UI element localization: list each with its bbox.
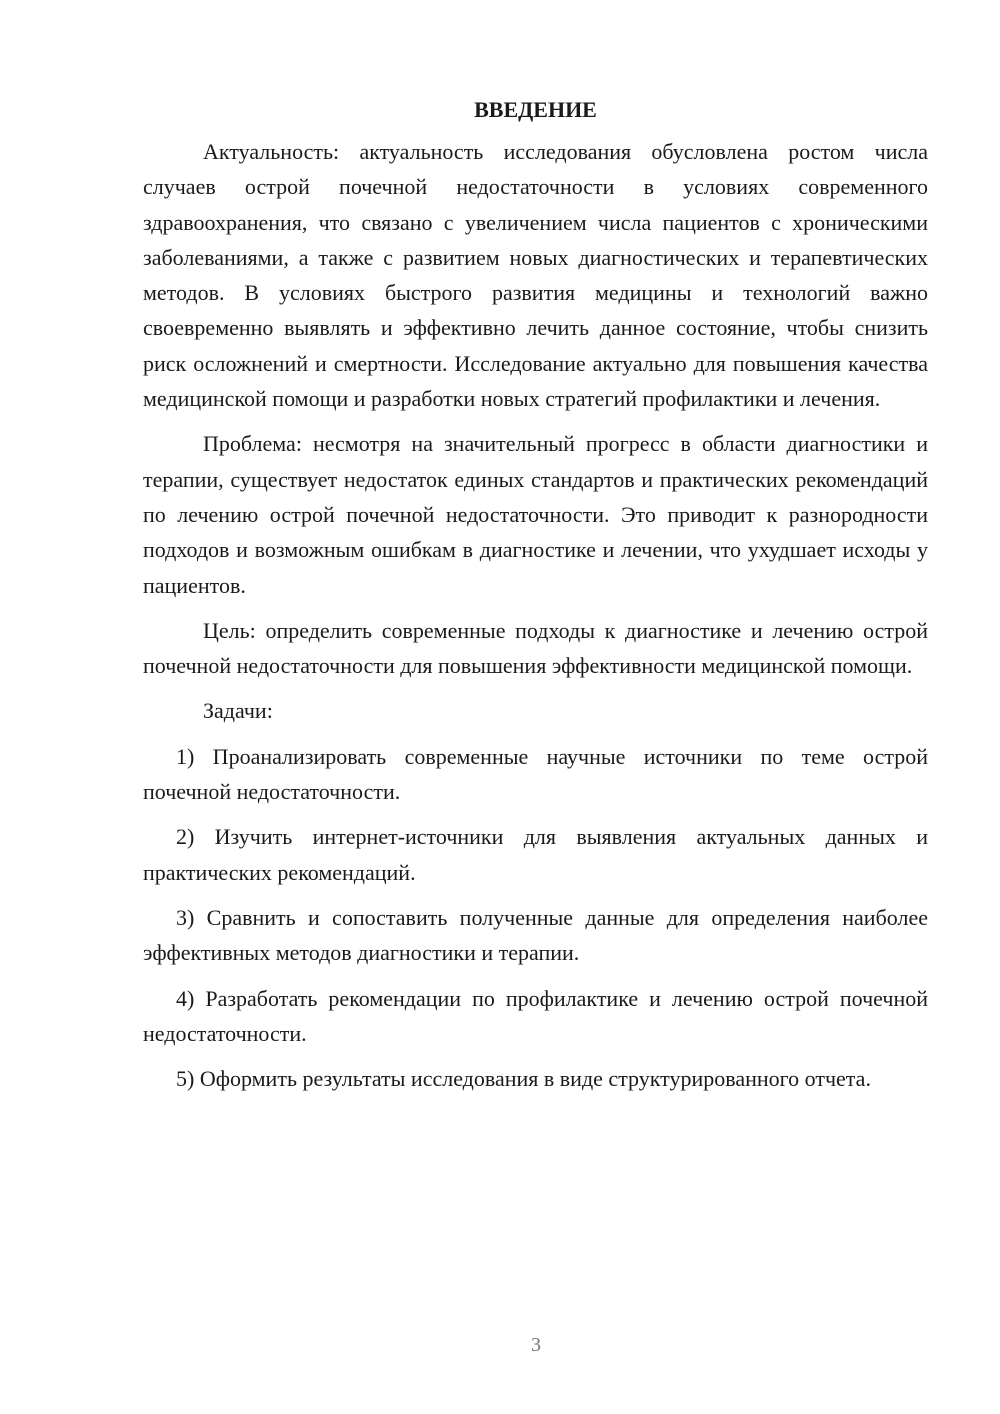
task-item: 4) Разработать рекомендации по профилактике и лечению острой почечной недостаточности. [143,985,928,1046]
tasks-heading: Задачи: [203,698,273,724]
relevance-paragraph: Актуальность: актуальность исследования обусловлена ростом числа случаев острой почечной недостаточности в условиях современного здравоохранения, что связано с увеличением числа пациентов с хроническими заболеваниями, а также с развитием новых диагностических и терапевтических методов. В условиях быстрого развития медицины и технологий важно своевременно выявлять и эффективно лечить данное состояние, чтобы снизить риск осложнений и смертности. Исследование актуально для повышения качества медицинской помощи и разработки новых стратегий профилактики и лечения. [143,139,928,412]
goal-paragraph: Цель: определить современные подходы к диагностике и лечению острой почечной недостаточности для повышения эффективности медицинской помощи. [143,617,928,679]
task-item: 2) Изучить интернет-источники для выявления актуальных данных и практических рекомендаций. [143,824,928,885]
task-item: 3) Сравнить и сопоставить полученные данные для определения наиболее эффективных методов диагностики и терапии. [143,904,928,966]
document-page [143,92,928,1106]
section-title: ВВЕДЕНИЕ [474,97,597,122]
task-item: 1) Проанализировать современные научные источники по теме острой почечной недостаточности. [143,743,928,805]
problem-paragraph: Проблема: несмотря на значительный прогресс в области диагностики и терапии, существует недостаток единых стандартов и практических рекомендаций по лечению острой почечной недостаточности. Это приводит к разнородности подходов и возможным ошибкам в диагностике и лечении, что ухудшает исходы у пациентов. [143,431,928,598]
task-item: 5) Оформить результаты исследования в виде структурированного отчета. [176,1066,871,1092]
page-number: 3 [531,1334,541,1356]
